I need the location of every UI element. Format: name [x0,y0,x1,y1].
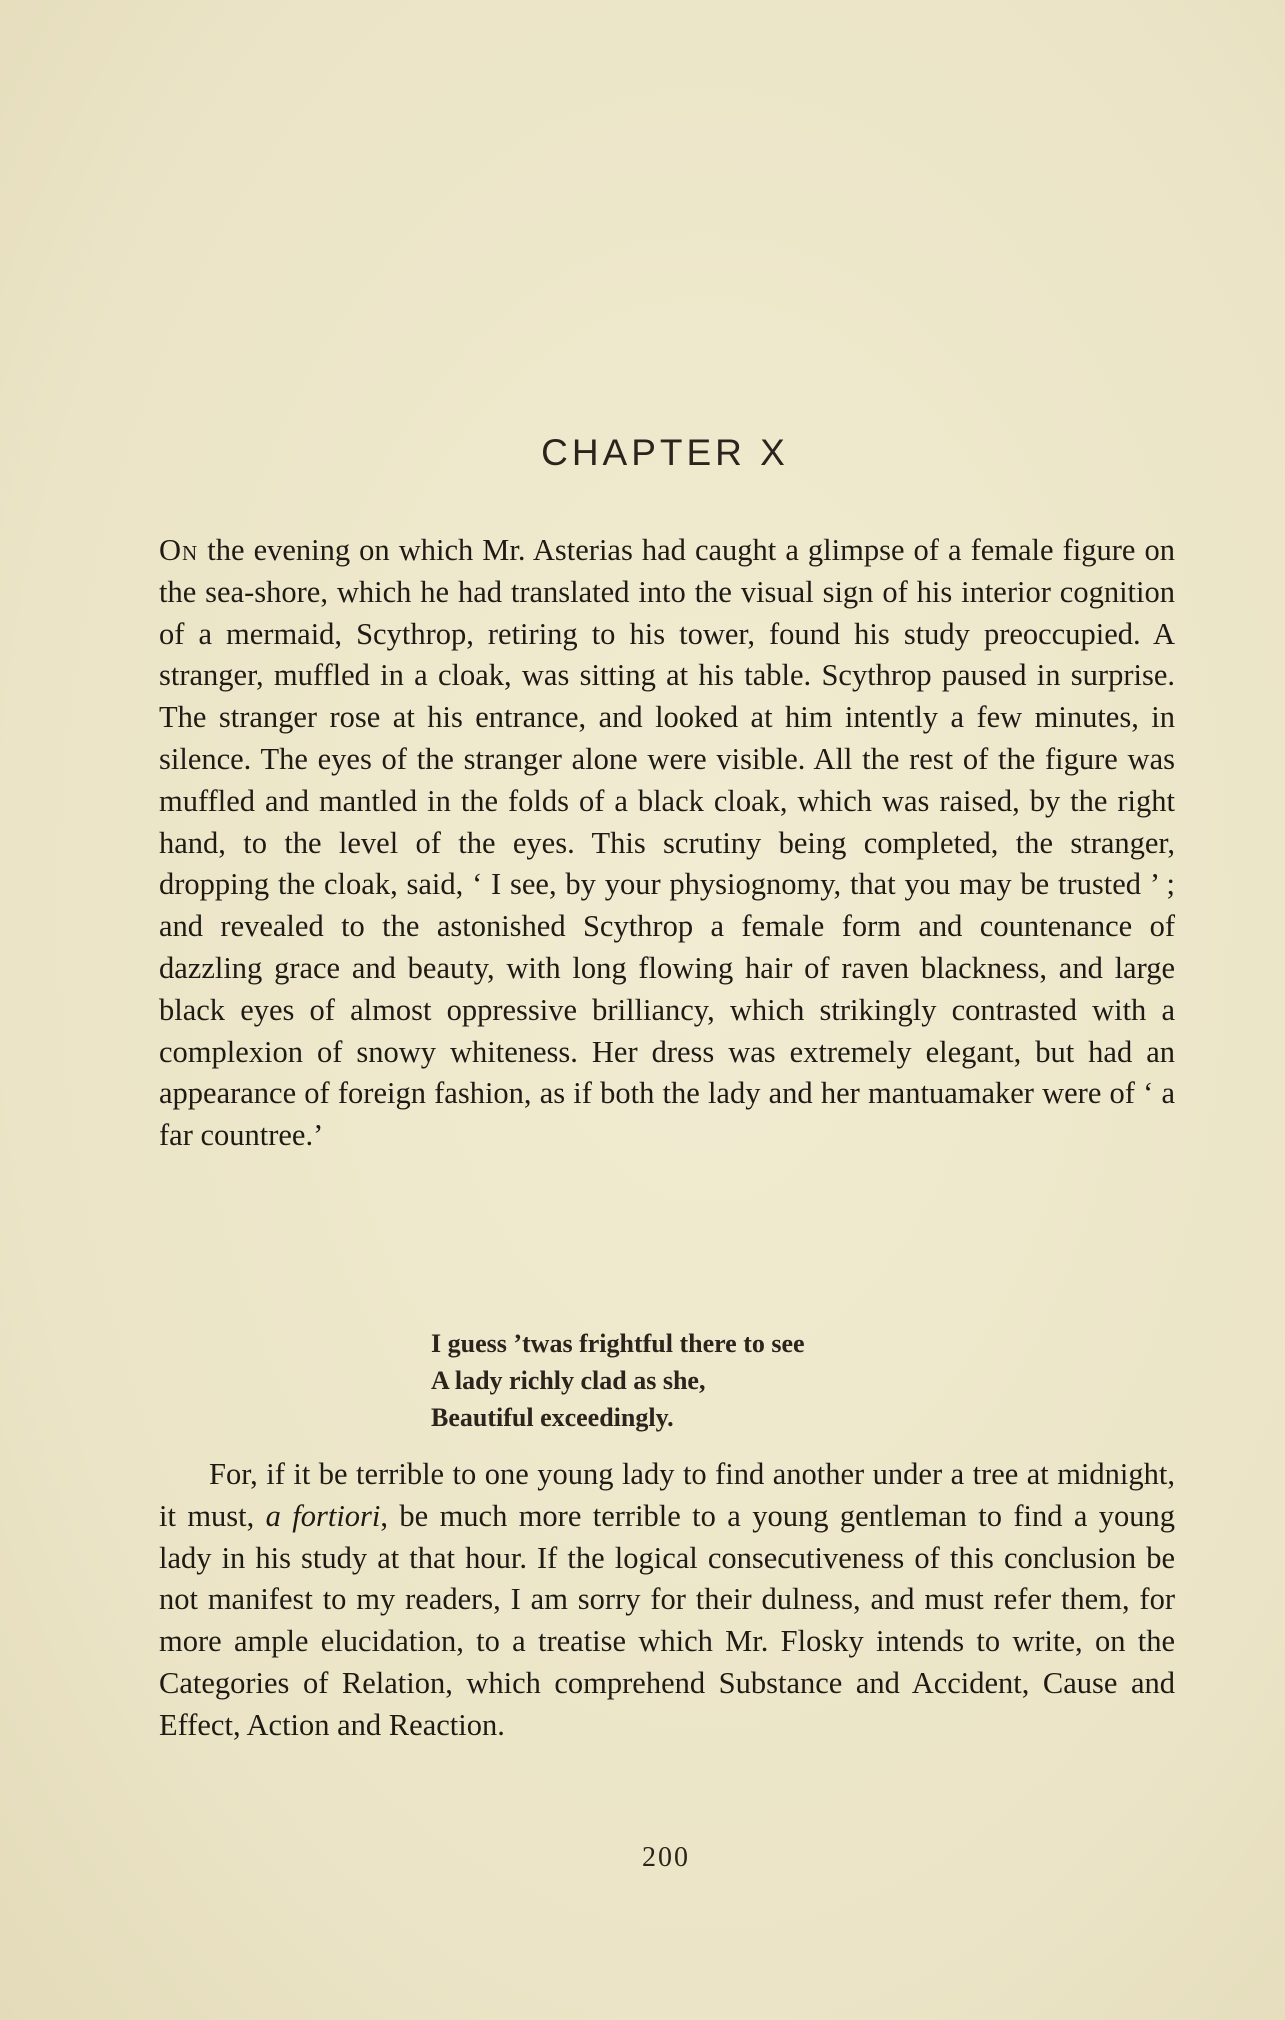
paragraph-opening [159,530,1175,1157]
paragraph-closing-text-a: For, if it be terrible to one young lady to find another under a tree at midnight, it must, [159,1457,1175,1533]
paragraph-closing [159,1454,1175,1747]
paragraph-closing-text-b: , be much more terrible to a young gentleman to find a young lady in his study at that hour. If the logical consecutiveness of this conclusion be not manifest to my readers, I am sorry for their dulness, and must refer them, for more ample elucidation, to a treatise which Mr. Flosky intends to write, on the Categories of Relation, which comprehend Substance and Accident, Cause and Effect, Action and Reaction. [159,1498,1175,1742]
verse-line: Beautiful exceedingly. [431,1403,674,1432]
verse-line: A lady richly clad as she, [431,1366,706,1395]
paragraph-opening-text: the evening on which Mr. Asterias had caught a glimpse of a female figure on the sea-shore, which he had translated into the visual sign of his interior cognition of a mermaid, Scythrop, retiring to his tower, found his study preoccupied. A stranger, muffled in a cloak, was sitting at his table. Scythrop paused in surprise. The stranger rose at his entrance, and looked at him intently a few minutes, in silence. The eyes of the stranger alone were visible. All the rest of the figure was muffled and mantled in the folds of a black cloak, which was raised, by the right hand, to the level of the eyes. This scrutiny being completed, the stranger, dropping the cloak, said, ‘ I see, by your physiognomy, that you may be trusted ’ ; and revealed to the astonished Scythrop a female form and countenance of dazzling grace and beauty, with long flowing hair of raven blackness, and large black eyes of almost oppressive brilliancy, which strikingly contrasted with a complexion of snowy whiteness. Her dress was extremely elegant, but had an appearance of foreign fashion, as if both the lady and her mantuamaker were of ‘ a far countree.’ [159,533,1175,1153]
verse-quotation [431,1325,805,1436]
latin-phrase: a fortiori [265,1498,381,1533]
chapter-heading: CHAPTER X [541,432,789,473]
page-number: 200 [642,1842,690,1873]
paragraph-lead-word: On [159,533,199,567]
verse-line: I guess ’twas frightful there to see [431,1329,805,1358]
